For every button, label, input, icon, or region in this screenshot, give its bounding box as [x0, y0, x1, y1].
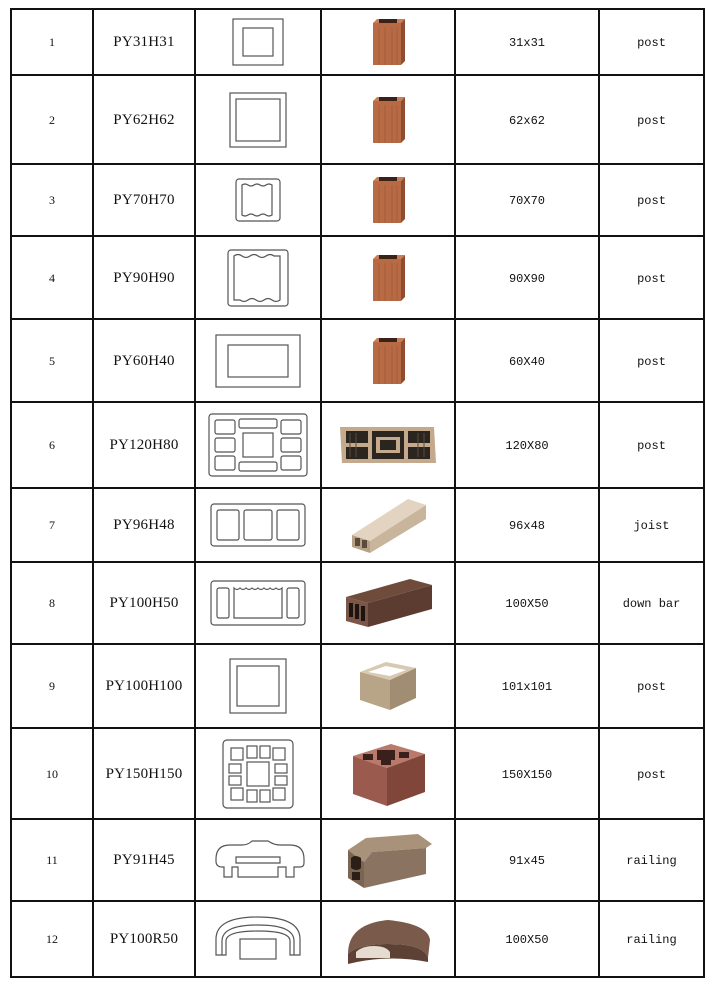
- table-row: [11, 402, 704, 488]
- usage-type-text: joist: [633, 519, 670, 533]
- dimension: [455, 819, 599, 901]
- dimension-text: 120X80: [505, 439, 549, 453]
- table-row: [11, 644, 704, 728]
- cross-section-drawing: [195, 901, 321, 977]
- small-post-photo-icon: [369, 17, 407, 67]
- row-number-text: 3: [49, 193, 55, 207]
- row-number-text: 2: [49, 112, 55, 127]
- cross-section-drawing: [195, 562, 321, 644]
- row-number: [11, 728, 93, 819]
- table-row: [11, 236, 704, 319]
- model-code-text: PY96H48: [113, 517, 175, 533]
- cross-section-drawing: [195, 728, 321, 819]
- row-number-text: 4: [49, 270, 55, 285]
- model-code-text: PY31H31: [113, 34, 175, 50]
- model-code-text: PY100H100: [105, 678, 183, 694]
- row-number-text: 5: [49, 353, 55, 368]
- model-code: [93, 728, 195, 819]
- table-row: [11, 728, 704, 819]
- cross-section-drawing: [195, 319, 321, 402]
- model-code: [93, 319, 195, 402]
- product-photo: [321, 819, 455, 901]
- usage-type: [599, 236, 704, 319]
- usage-type-text: railing: [626, 854, 677, 868]
- down-bar-photo-icon: [342, 575, 434, 631]
- row-number: [11, 75, 93, 164]
- model-code: [93, 644, 195, 728]
- row-number: [11, 901, 93, 977]
- square-wavy-large-icon: [225, 247, 291, 309]
- model-code: [93, 164, 195, 236]
- cross-section-drawing: [195, 75, 321, 164]
- cross-section-drawing: [195, 402, 321, 488]
- model-code-text: PY60H40: [113, 352, 175, 369]
- row-number-text: 1: [49, 35, 55, 49]
- dimension: [455, 402, 599, 488]
- row-number: [11, 236, 93, 319]
- small-post-photo-icon: [369, 253, 407, 303]
- usage-type-text: post: [637, 271, 666, 286]
- multi-chamber-icon: [206, 411, 310, 479]
- grid-chamber-icon: [220, 737, 296, 811]
- square-thin-icon: [227, 90, 289, 150]
- row-number-text: 7: [49, 518, 55, 532]
- dimension-text: 101x101: [501, 680, 553, 694]
- small-post-photo-icon: [369, 95, 407, 145]
- dimension-text: 150X150: [501, 767, 553, 782]
- dimension-text: 60X40: [508, 354, 545, 369]
- row-number: [11, 488, 93, 562]
- row-number-text: 9: [49, 679, 55, 693]
- dimension: [455, 901, 599, 977]
- row-number: [11, 819, 93, 901]
- usage-type: [599, 164, 704, 236]
- rectangle-icon: [213, 332, 303, 390]
- row-number: [11, 319, 93, 402]
- usage-type: [599, 75, 704, 164]
- dimension: [455, 488, 599, 562]
- down-bar-icon: [208, 578, 308, 628]
- product-spec-table: [10, 8, 705, 978]
- model-code-text: PY91H45: [113, 852, 175, 868]
- dimension-text: 70X70: [508, 194, 545, 208]
- dimension: [455, 319, 599, 402]
- dimension: [455, 75, 599, 164]
- model-code: [93, 562, 195, 644]
- table-row: [11, 9, 704, 75]
- product-photo: [321, 236, 455, 319]
- dimension: [455, 9, 599, 75]
- hollow-post-photo-icon: [356, 658, 420, 714]
- product-photo: [321, 644, 455, 728]
- railing-photo-icon: [342, 830, 434, 890]
- cross-section-drawing: [195, 488, 321, 562]
- dimension-text: 100X50: [505, 597, 549, 611]
- usage-type: [599, 644, 704, 728]
- table-row: [11, 319, 704, 402]
- square-hollow-icon: [227, 656, 289, 716]
- cross-section-drawing: [195, 819, 321, 901]
- table-row: [11, 75, 704, 164]
- product-photo: [321, 164, 455, 236]
- usage-type: [599, 562, 704, 644]
- model-code-text: PY90H90: [113, 269, 175, 286]
- product-photo: [321, 901, 455, 977]
- product-photo: [321, 75, 455, 164]
- product-photo: [321, 9, 455, 75]
- model-code-text: PY120H80: [109, 437, 179, 453]
- model-code-text: PY100R50: [109, 931, 179, 947]
- model-code: [93, 819, 195, 901]
- usage-type-text: post: [637, 680, 666, 694]
- row-number: [11, 644, 93, 728]
- table-row: [11, 901, 704, 977]
- product-photo: [321, 319, 455, 402]
- three-chamber-icon: [208, 501, 308, 549]
- cross-section-drawing: [195, 644, 321, 728]
- row-number-text: 8: [49, 596, 55, 610]
- usage-type-text: post: [637, 439, 666, 453]
- square-wavy-icon: [233, 176, 283, 224]
- row-number: [11, 562, 93, 644]
- joist-photo-icon: [348, 495, 428, 555]
- usage-type-text: down bar: [622, 597, 681, 611]
- usage-type: [599, 319, 704, 402]
- model-code-text: PY70H70: [113, 192, 175, 208]
- model-code-text: PY62H62: [113, 111, 175, 128]
- usage-type: [599, 728, 704, 819]
- model-code: [93, 402, 195, 488]
- dimension: [455, 644, 599, 728]
- product-photo: [321, 402, 455, 488]
- table-row: [11, 562, 704, 644]
- dimension-text: 31x31: [508, 36, 545, 50]
- cross-section-drawing: [195, 164, 321, 236]
- cross-section-drawing: [195, 236, 321, 319]
- row-number: [11, 164, 93, 236]
- row-number-text: 11: [46, 853, 58, 867]
- small-post-photo-icon: [369, 336, 407, 386]
- dimension: [455, 164, 599, 236]
- usage-type-text: post: [637, 113, 666, 128]
- model-code-text: PY100H50: [109, 595, 179, 611]
- round-railing-photo-icon: [342, 912, 434, 966]
- square-small-icon: [230, 16, 286, 68]
- model-code-text: PY150H150: [105, 765, 183, 782]
- grid-post-photo-icon: [347, 738, 429, 810]
- dimension-text: 91x45: [508, 854, 545, 868]
- usage-type-text: post: [637, 354, 666, 369]
- model-code: [93, 75, 195, 164]
- table-row: [11, 488, 704, 562]
- dimension-text: 90X90: [508, 271, 545, 286]
- usage-type-text: railing: [626, 933, 677, 947]
- usage-type: [599, 488, 704, 562]
- dimension: [455, 562, 599, 644]
- row-number: [11, 402, 93, 488]
- model-code: [93, 9, 195, 75]
- table-row: [11, 819, 704, 901]
- row-number-text: 6: [49, 438, 55, 452]
- small-post-photo-icon: [369, 175, 407, 225]
- usage-type: [599, 901, 704, 977]
- model-code: [93, 901, 195, 977]
- model-code: [93, 488, 195, 562]
- model-code: [93, 236, 195, 319]
- table-row: [11, 164, 704, 236]
- usage-type: [599, 819, 704, 901]
- product-photo: [321, 488, 455, 562]
- row-number-text: 12: [46, 932, 58, 946]
- cross-section-drawing: [195, 9, 321, 75]
- usage-type-text: post: [637, 36, 666, 50]
- product-photo: [321, 728, 455, 819]
- dimension-text: 62x62: [508, 113, 545, 128]
- row-number: [11, 9, 93, 75]
- product-photo: [321, 562, 455, 644]
- multi-chamber-photo-icon: [338, 421, 438, 469]
- usage-type-text: post: [637, 194, 666, 208]
- round-railing-icon: [210, 911, 306, 967]
- dimension: [455, 236, 599, 319]
- dimension: [455, 728, 599, 819]
- usage-type: [599, 402, 704, 488]
- row-number-text: 10: [46, 766, 58, 781]
- dimension-text: 96x48: [508, 519, 545, 533]
- usage-type-text: post: [637, 767, 666, 782]
- usage-type: [599, 9, 704, 75]
- dimension-text: 100X50: [505, 933, 549, 947]
- railing-profile-icon: [210, 835, 306, 885]
